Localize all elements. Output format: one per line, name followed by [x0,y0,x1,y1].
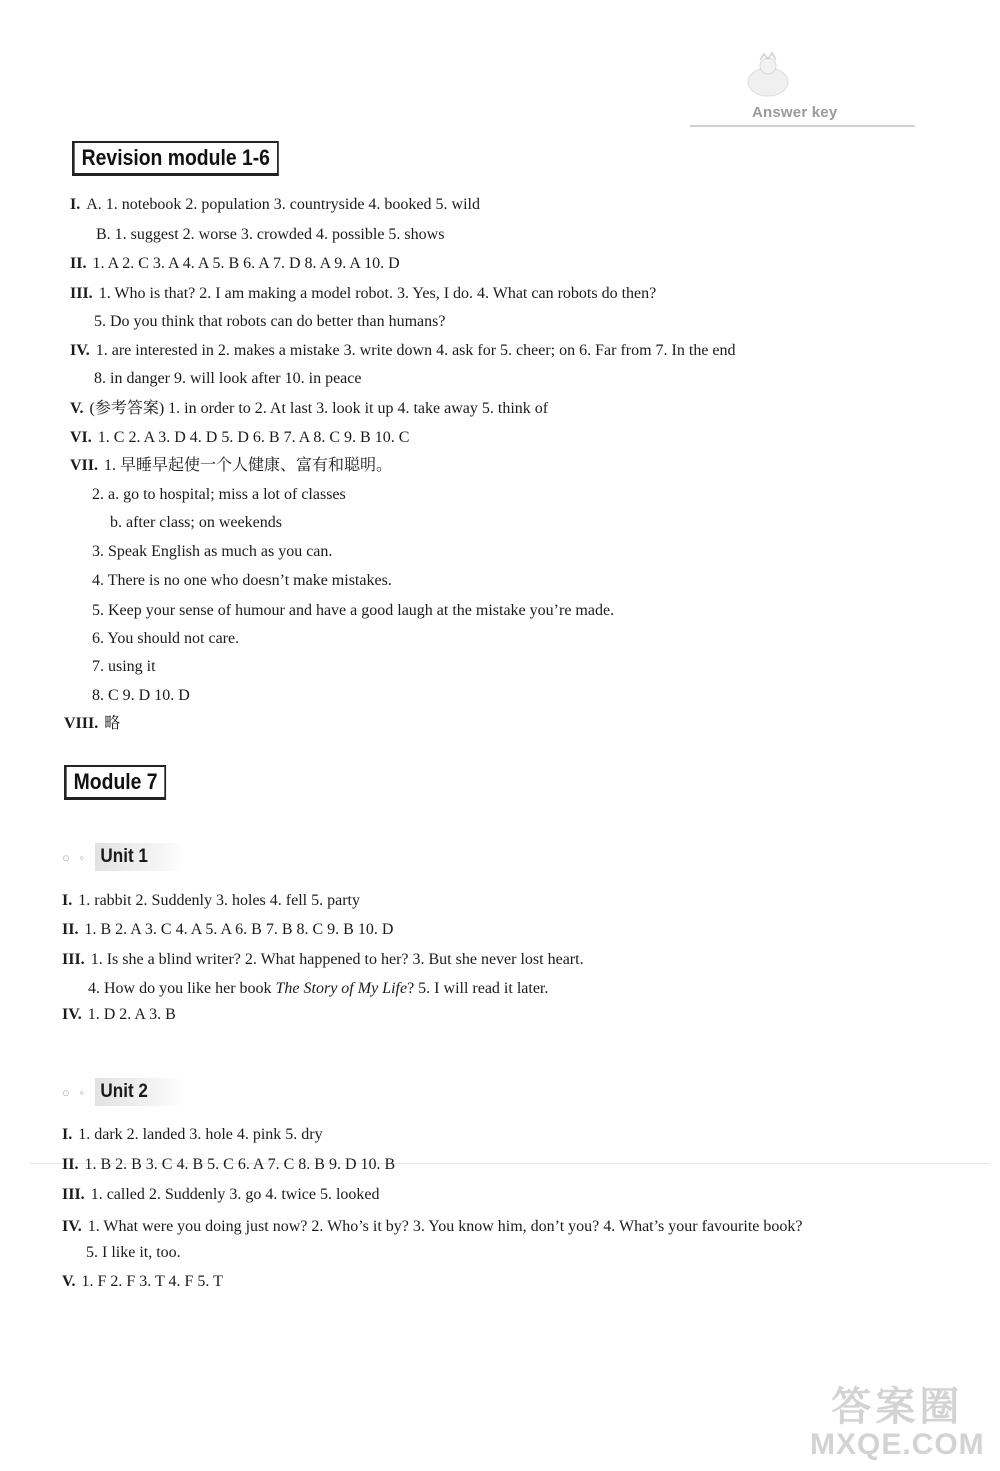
header-divider [690,125,915,127]
answer-line: VII. 1. 早睡早起使一个人健康、富有和聪明。 [70,457,393,474]
section-title-revision: Revision module 1-6 [72,141,279,176]
answer-line: I. 1. rabbit 2. Suddenly 3. holes 4. fell 5. party [62,892,360,909]
answer-line: II. 1. A 2. C 3. A 4. A 5. B 6. A 7. D 8. A 9. A 10. D [70,255,400,272]
answer-line: 4. How do you like her book The Story of My Life? 5. I will read it later. [88,980,549,997]
answer-line: IV. 1. are interested in 2. makes a mistake 3. write down 4. ask for 5. cheer; on 6. Far from 7. In the end [70,342,736,359]
answer-line: V. (参考答案) 1. in order to 2. At last 3. look it up 4. take away 5. think of [70,400,549,417]
answer-line: 2. a. go to hospital; miss a lot of classes [92,486,346,503]
answer-line: 6. You should not care. [92,630,240,647]
bullet-dots-icon: ○ ◦ [62,1084,88,1100]
answer-line: 3. Speak English as much as you can. [92,543,333,560]
answer-line: IV. 1. D 2. A 3. B [62,1006,176,1023]
answer-line: VIII. 略 [64,715,121,732]
bullet-dots-icon: ○ ◦ [62,849,88,865]
answer-line: 5. Keep your sense of humour and have a good laugh at the mistake you’re made. [92,602,615,619]
answer-line: I. A. 1. notebook 2. population 3. countryside 4. booked 5. wild [70,196,480,213]
answer-line: III. 1. Who is that? 2. I am making a model robot. 3. Yes, I do. 4. What can robots do then? [70,285,657,302]
answer-line: 5. I like it, too. [86,1244,181,1261]
answer-line: II. 1. B 2. A 3. C 4. A 5. A 6. B 7. B 8. C 9. B 10. D [62,921,394,938]
answer-line: II. 1. B 2. B 3. C 4. B 5. C 6. A 7. C 8. B 9. D 10. B [62,1156,396,1173]
answer-line: VI. 1. C 2. A 3. D 4. D 5. D 6. B 7. A 8. C 9. B 10. C [70,429,410,446]
answer-line: III. 1. Is she a blind writer? 2. What happened to her? 3. But she never lost heart. [62,951,584,968]
answer-line: III. 1. called 2. Suddenly 3. go 4. twice 5. looked [62,1186,380,1203]
answer-line: b. after class; on weekends [110,514,282,531]
answer-line: V. 1. F 2. F 3. T 4. F 5. T [62,1273,223,1290]
section-title-module-7: Module 7 [64,765,166,800]
answer-line: 8. C 9. D 10. D [92,687,190,704]
site-watermark [810,1385,985,1461]
answer-line: 8. in danger 9. will look after 10. in peace [94,370,362,387]
unit-title-1: ○ ◦ Unit 1 [62,843,194,871]
answer-line: B. 1. suggest 2. worse 3. crowded 4. possible 5. shows [96,226,445,243]
answer-line: 7. using it [92,658,156,675]
cartoon-figure-icon [738,52,798,102]
answer-key-tag: Answer key [752,104,838,121]
answer-line: I. 1. dark 2. landed 3. hole 4. pink 5. dry [62,1126,323,1143]
answer-line: 5. Do you think that robots can do better than humans? [94,313,446,330]
watermark-url: MXQE.COM [810,1428,985,1461]
answer-line: IV. 1. What were you doing just now? 2. Who’s it by? 3. You know him, don’t you? 4. What’s your favourite book? [62,1218,803,1235]
unit-title-2: ○ ◦ Unit 2 [62,1078,194,1106]
watermark-logo: 答案圈 [831,1385,964,1429]
answer-line: 4. There is no one who doesn’t make mistakes. [92,572,392,589]
